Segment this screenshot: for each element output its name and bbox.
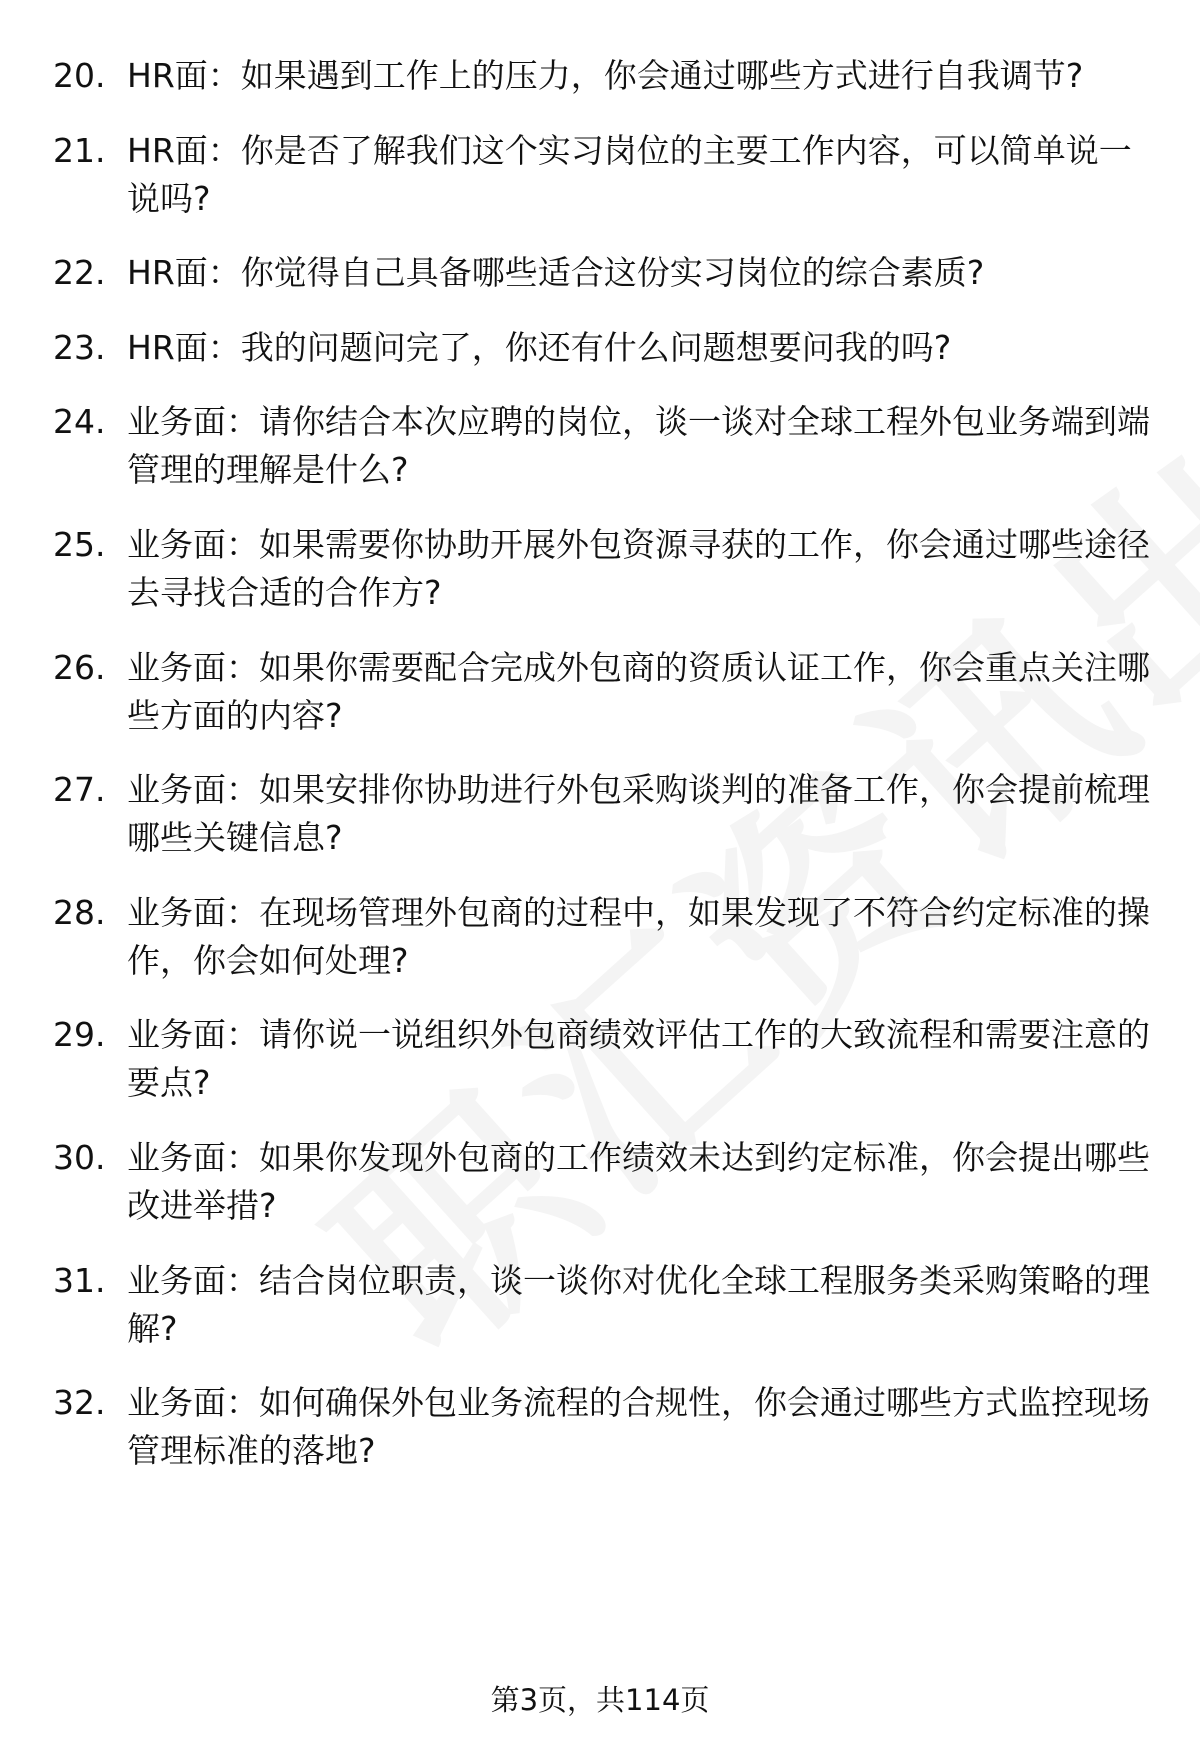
question-number: 25. xyxy=(53,524,106,564)
question-text: 业务面：如何确保外包业务流程的合规性，你会通过哪些方式监控现场管理标准的落地? xyxy=(127,1383,1150,1471)
question-number: 27. xyxy=(53,770,106,810)
question-text: 业务面：在现场管理外包商的过程中，如果发现了不符合约定标准的操作，你会如何处理? xyxy=(127,892,1150,980)
question-number: 20. xyxy=(53,56,106,95)
question-text: 业务面：如果需要你协助开展外包资源寻获的工作，你会通过哪些途径去寻找合适的合作方? xyxy=(127,524,1150,612)
question-text: 业务面：请你结合本次应聘的岗位，谈一谈对全球工程外包业务端到端管理的理解是什么? xyxy=(127,402,1150,490)
question-text: 业务面：如果你需要配合完成外包商的资质认证工作，你会重点关注哪些方面的内容? xyxy=(127,647,1150,735)
question-text: 业务面：如果你发现外包商的工作绩效未达到约定标准，你会提出哪些改进举措? xyxy=(127,1137,1150,1225)
list-item xyxy=(0,1379,1200,1475)
list-item xyxy=(0,644,1200,740)
list-item xyxy=(0,52,1200,100)
question-number: 22. xyxy=(53,253,106,293)
question-number: 26. xyxy=(53,647,106,687)
list-item xyxy=(0,127,1200,223)
question-text: 业务面：结合岗位职责，谈一谈你对优化全球工程服务类采购策略的理解? xyxy=(127,1260,1150,1348)
list-item xyxy=(0,324,1200,372)
list-item xyxy=(0,766,1200,862)
question-number: 23. xyxy=(53,327,106,367)
question-number: 32. xyxy=(53,1383,106,1423)
question-list xyxy=(0,52,1200,1502)
question-number: 29. xyxy=(53,1015,106,1055)
question-text: HR面：我的问题问完了，你还有什么问题想要问我的吗? xyxy=(127,327,952,367)
list-item xyxy=(0,398,1200,494)
list-item xyxy=(0,1011,1200,1107)
page-footer: 第3页，共114页 xyxy=(490,1683,710,1717)
question-number: 28. xyxy=(53,892,106,932)
list-item xyxy=(0,889,1200,985)
list-item xyxy=(0,1134,1200,1230)
question-text: HR面：你觉得自己具备哪些适合这份实习岗位的综合素质? xyxy=(127,253,985,293)
question-text: 业务面：如果安排你协助进行外包采购谈判的准备工作，你会提前梳理哪些关键信息? xyxy=(127,770,1150,858)
question-text: HR面：你是否了解我们这个实习岗位的主要工作内容，可以简单说一说吗? xyxy=(127,130,1132,218)
question-number: 24. xyxy=(53,402,106,442)
question-text: 业务面：请你说一说组织外包商绩效评估工作的大致流程和需要注意的要点? xyxy=(127,1015,1150,1103)
question-text: HR面：如果遇到工作上的压力，你会通过哪些方式进行自我调节? xyxy=(127,56,1084,95)
question-number: 31. xyxy=(53,1260,106,1300)
list-item xyxy=(0,249,1200,297)
question-number: 21. xyxy=(53,130,106,170)
list-item xyxy=(0,521,1200,617)
list-item xyxy=(0,1257,1200,1353)
question-number: 30. xyxy=(53,1137,106,1177)
